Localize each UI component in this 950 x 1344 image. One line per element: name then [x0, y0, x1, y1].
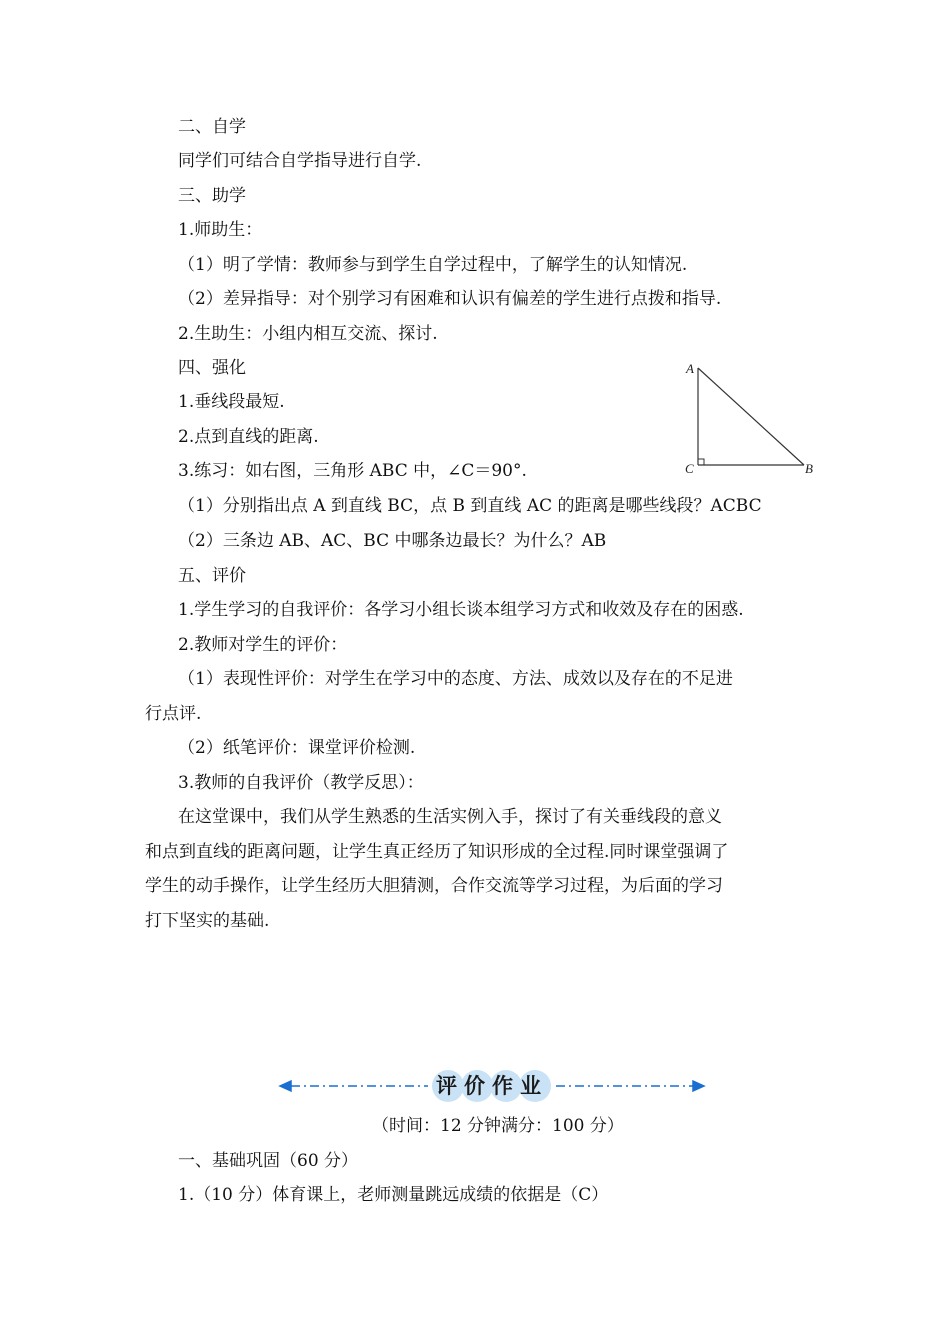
- item-differentiated-guidance: （2）差异指导：对个别学习有困难和认识有偏差的学生进行点拨和指导.: [178, 289, 722, 309]
- item-understand-situation: （1）明了学情：教师参与到学生自学过程中，了解学生的认知情况.: [178, 255, 688, 275]
- item-performance-evaluation-cont: 行点评.: [145, 704, 202, 724]
- exercise-question-1: （1）分别指出点 A 到直线 BC，点 B 到直线 AC 的距离是哪些线段？ACBC: [178, 496, 762, 516]
- item-exercise: 3.练习：如右图，三角形 ABC 中，∠C＝90°.: [178, 461, 527, 481]
- heading-assisted-study: 三、助学: [178, 186, 246, 206]
- item-teacher-reflection: 3.教师的自我评价（教学反思）：: [178, 773, 424, 793]
- heading-evaluation: 五、评价: [178, 566, 246, 586]
- vertex-label-b: B: [805, 461, 813, 476]
- homework-section-basic: 一、基础巩固（60 分）: [178, 1151, 359, 1171]
- right-angle-mark: [698, 459, 704, 465]
- item-performance-evaluation: （1）表现性评价：对学生在学习中的态度、方法、成效以及存在的不足进: [178, 669, 733, 689]
- item-written-evaluation: （2）纸笔评价：课堂评价检测.: [178, 738, 416, 758]
- heading-self-study: 二、自学: [178, 117, 246, 137]
- vertex-label-c: C: [685, 461, 694, 476]
- side-ab: [698, 368, 804, 465]
- reflection-line-1: 在这堂课中，我们从学生熟悉的生活实例入手，探讨了有关垂线段的意义: [178, 807, 722, 827]
- item-student-helps: 2.生助生：小组内相互交流、探讨.: [178, 324, 438, 344]
- reflection-line-2: 和点到直线的距离问题，让学生真正经历了知识形成的全过程.同时课堂强调了: [145, 842, 729, 862]
- item-point-line-distance: 2.点到直线的距离.: [178, 427, 319, 447]
- homework-banner: [278, 1068, 706, 1104]
- item-student-self-evaluation: 1.学生学习的自我评价：各学习小组长谈本组学习方式和收效及存在的困惑.: [178, 600, 744, 620]
- paragraph-self-study: 同学们可结合自学指导进行自学.: [178, 151, 422, 171]
- vertex-label-a: A: [686, 361, 694, 376]
- homework-title: 评价作业: [436, 1074, 548, 1098]
- reflection-line-4: 打下坚实的基础.: [145, 911, 270, 931]
- homework-question-1: 1.（10 分）体育课上，老师测量跳远成绩的依据是（C）: [178, 1185, 609, 1205]
- right-triangle-figure: [678, 360, 828, 480]
- reflection-line-3: 学生的动手操作，让学生经历大胆猜测，合作交流等学习过程，为后面的学习: [145, 876, 723, 896]
- item-teacher-helps: 1.师助生：: [178, 220, 263, 240]
- item-teacher-evaluation: 2.教师对学生的评价：: [178, 635, 348, 655]
- exercise-question-2: （2）三条边 AB、AC、BC 中哪条边最长？为什么？AB: [178, 531, 607, 551]
- heading-reinforce: 四、强化: [178, 358, 246, 378]
- homework-time-line: （时间：12 分钟满分：100 分）: [372, 1116, 624, 1136]
- item-perpendicular-shortest: 1.垂线段最短.: [178, 392, 285, 412]
